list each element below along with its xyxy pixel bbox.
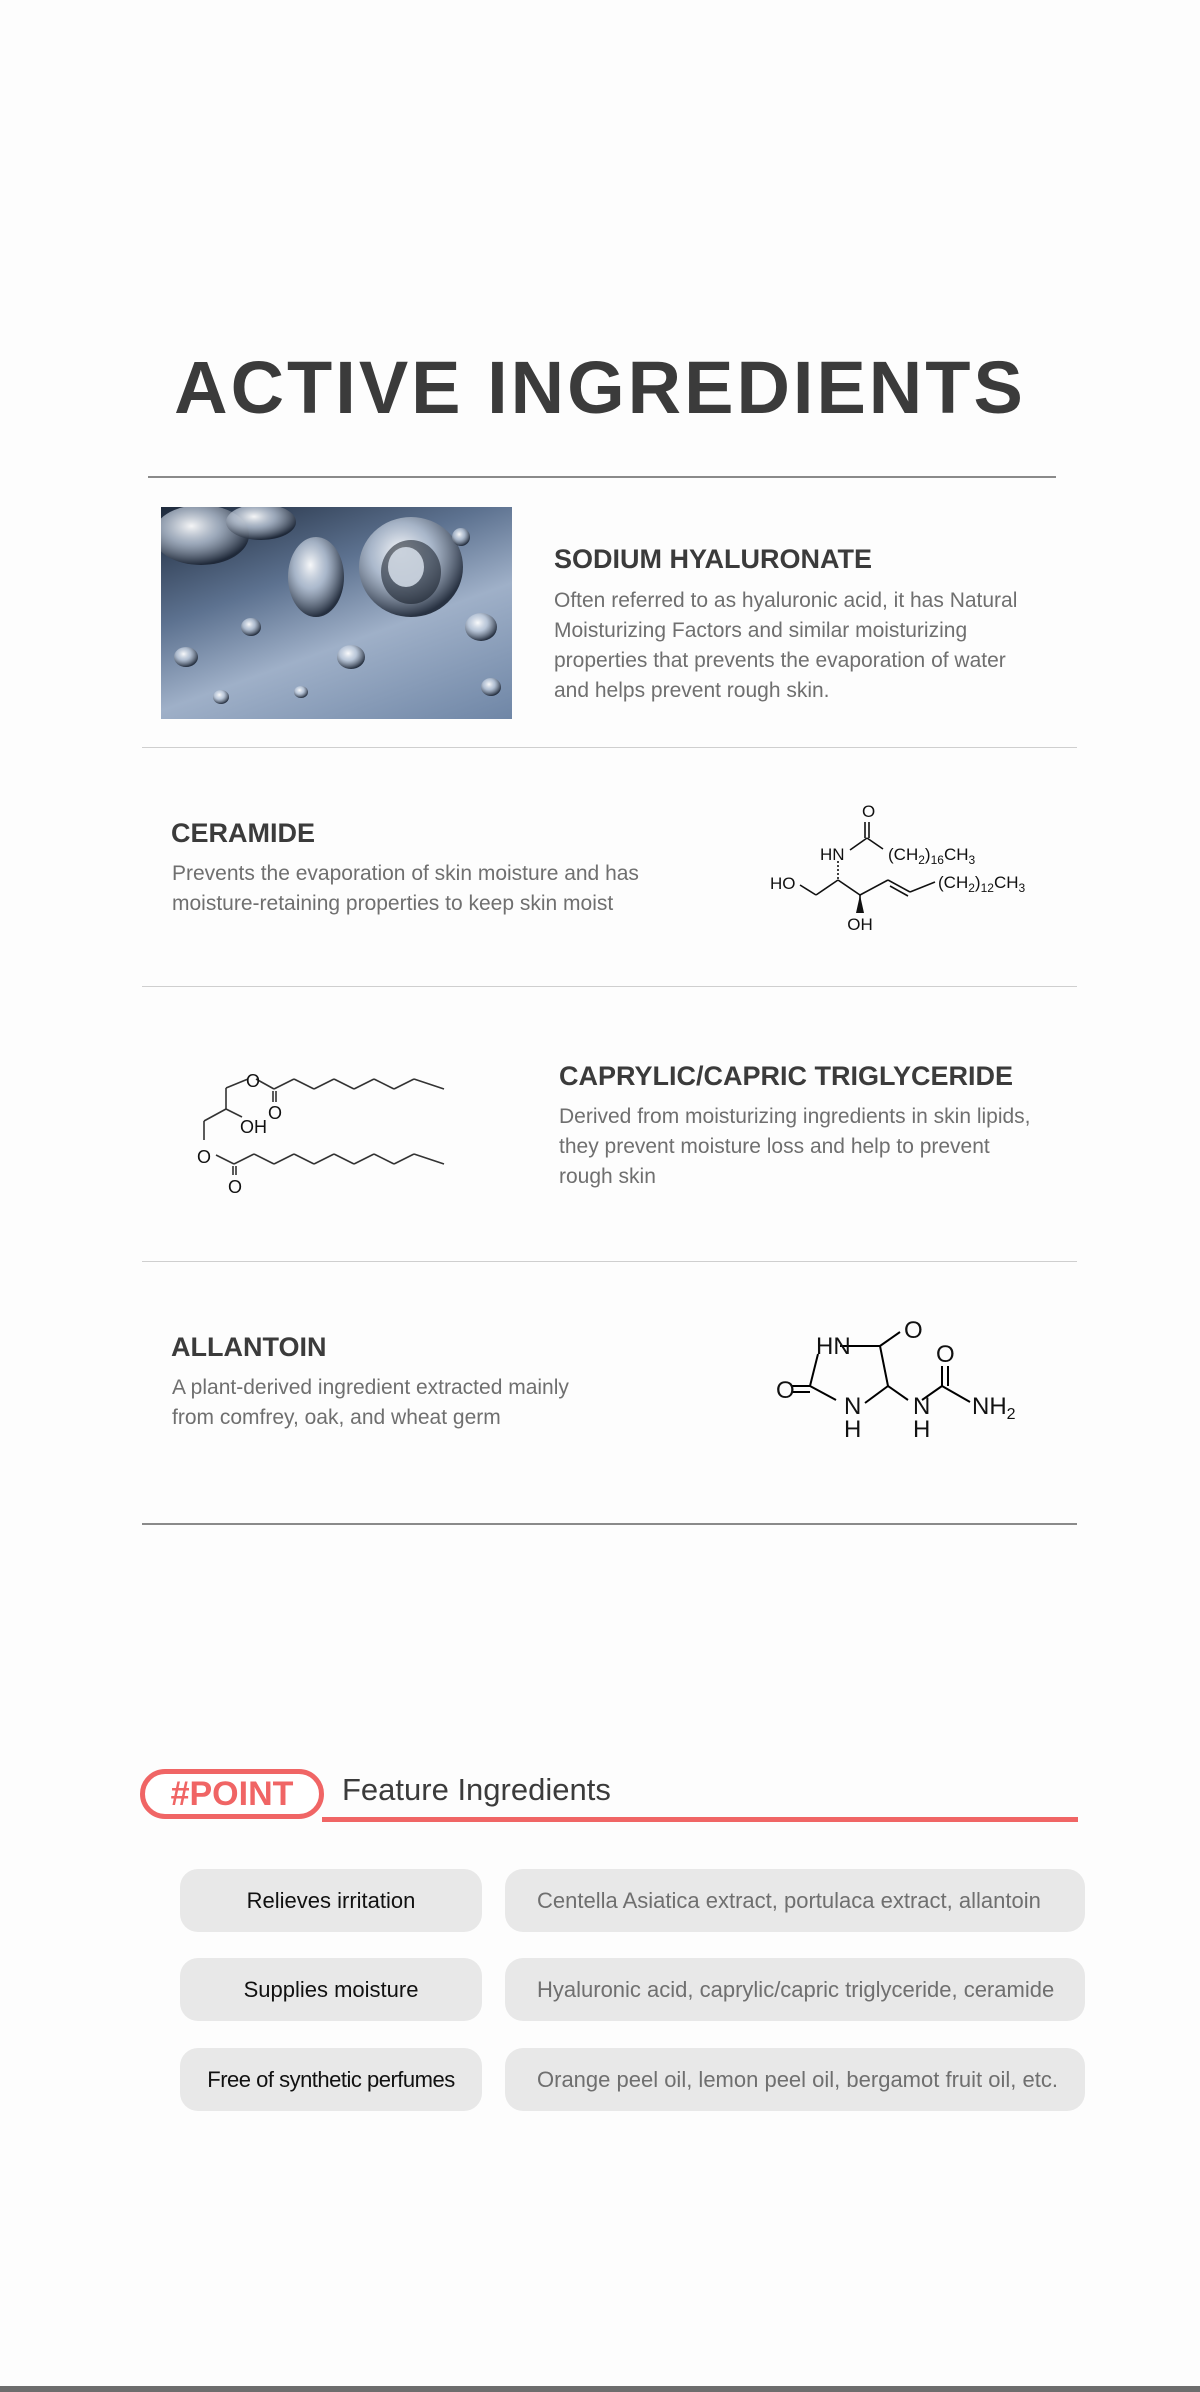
atom-label: O	[246, 1071, 261, 1091]
point-badge: #POINT	[140, 1769, 324, 1819]
chain-label: $(CH_2)_{16}CH_3$	[888, 845, 976, 867]
atom-label: O	[904, 1317, 923, 1344]
section-divider	[142, 1261, 1077, 1262]
ingredient-description	[172, 859, 692, 919]
atom-label: O	[776, 1377, 795, 1404]
description-line: they prevent moisture loss and help to prevent	[559, 1135, 990, 1158]
description-line: Often referred to as hyaluronic acid, it has Natural	[554, 589, 1018, 612]
description-line: moisture-retaining properties to keep skin moist	[172, 892, 614, 915]
ceramide-structure	[760, 795, 1060, 945]
atom-label: HO	[770, 874, 796, 893]
description-line: rough skin	[559, 1165, 656, 1188]
ingredient-name: SODIUM HYALURONATE	[554, 544, 873, 574]
description-line: Moisturizing Factors and similar moisturizing	[554, 619, 968, 642]
atom-label: N	[913, 1393, 931, 1420]
feature-pill: Relieves irritation	[180, 1869, 482, 1932]
atom-label: O	[936, 1341, 955, 1368]
atom-label: N	[844, 1393, 862, 1420]
atom-label: HN	[816, 1333, 851, 1360]
ingredient-name: ALLANTOIN	[171, 1332, 327, 1362]
point-title: Feature Ingredients	[342, 1772, 611, 1807]
point-underline	[322, 1817, 1078, 1822]
atom-label: O	[228, 1177, 243, 1197]
atom-label: HN	[820, 845, 845, 864]
ingredient-name: CERAMIDE	[171, 818, 316, 848]
feature-ingredients-pill: Centella Asiatica extract, portulaca extract, allantoin	[505, 1869, 1085, 1932]
atom-label: O	[862, 802, 876, 821]
footer-bar	[0, 2386, 1200, 2392]
description-line: and helps prevent rough skin.	[554, 679, 830, 702]
atom-label: O	[197, 1147, 212, 1167]
atom-label: O	[268, 1103, 283, 1123]
description-line: Derived from moisturizing ingredients in skin lipids,	[559, 1105, 1031, 1128]
atom-label: OH	[240, 1117, 267, 1137]
description-line: A plant-derived ingredient extracted mainly	[172, 1376, 569, 1399]
triglyceride-structure	[190, 1065, 470, 1205]
atom-label: OH	[847, 915, 873, 934]
atom-label: H	[844, 1416, 862, 1443]
ingredient-name: CAPRYLIC/CAPRIC TRIGLYCERIDE	[559, 1061, 1014, 1091]
title-divider	[148, 476, 1056, 478]
description-line: Prevents the evaporation of skin moisture and has	[172, 862, 639, 885]
section-divider	[142, 747, 1077, 748]
section-bottom-divider	[142, 1523, 1077, 1525]
atom-label: $NH_2$	[972, 1393, 1016, 1423]
feature-pill: Free of synthetic perfumes	[180, 2048, 482, 2111]
atom-label: H	[913, 1416, 931, 1443]
feature-ingredients-pill: Orange peel oil, lemon peel oil, bergamot fruit oil, etc.	[505, 2048, 1085, 2111]
water-droplets-image	[161, 507, 512, 719]
chain-label: $(CH_2)_{12}CH_3$	[938, 873, 1026, 895]
allantoin-structure	[770, 1310, 1050, 1460]
feature-ingredients-pill: Hyaluronic acid, caprylic/capric triglyceride, ceramide	[505, 1958, 1085, 2021]
ingredient-description	[559, 1102, 1089, 1192]
page-title: ACTIVE INGREDIENTS	[174, 346, 1026, 429]
section-divider	[142, 986, 1077, 987]
ingredient-description	[554, 586, 1074, 706]
water-droplets-photo	[161, 507, 512, 719]
feature-pill: Supplies moisture	[180, 1958, 482, 2021]
description-line: from comfrey, oak, and wheat germ	[172, 1406, 501, 1429]
description-line: properties that prevents the evaporation of water	[554, 649, 1006, 672]
ingredient-description	[172, 1373, 692, 1433]
